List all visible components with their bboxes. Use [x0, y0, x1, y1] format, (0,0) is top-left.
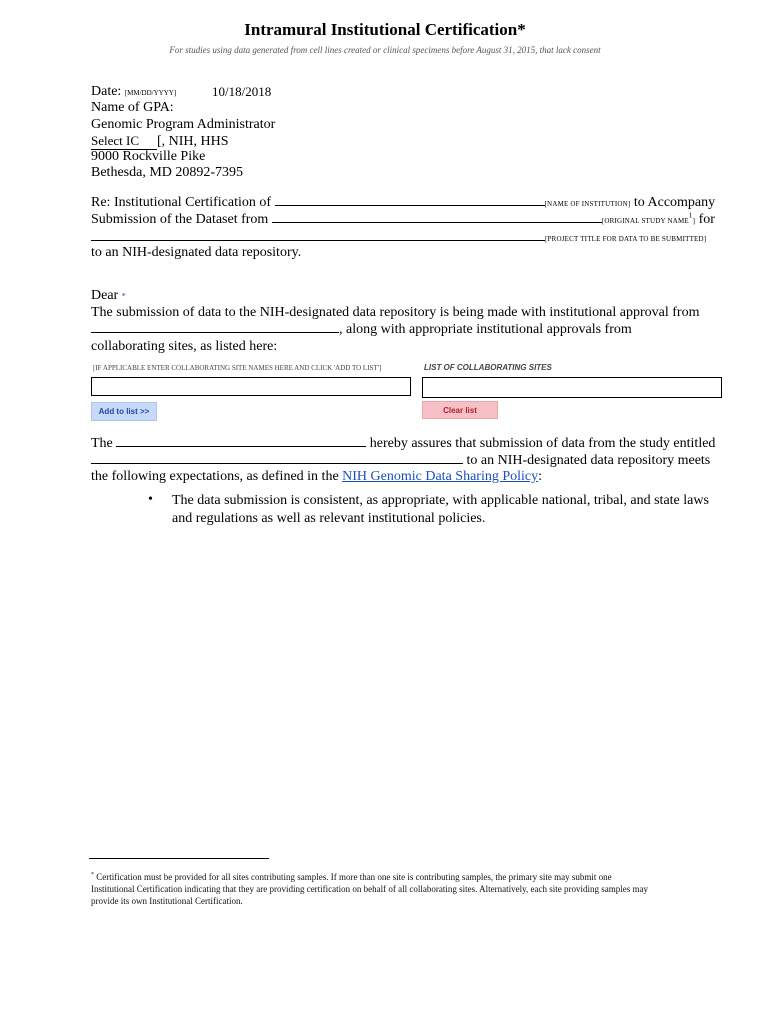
date-label: Date:	[91, 84, 122, 99]
re-line-2	[91, 211, 715, 228]
dear-text: Dear	[91, 288, 119, 303]
footnote	[91, 869, 731, 907]
approving-institution-field[interactable]	[91, 321, 339, 333]
para2-line3	[91, 469, 542, 485]
para2-line1	[91, 435, 715, 452]
site-input-hint: [IF APPLICABLE ENTER COLLABORATING SITE NAMES HERE AND CLICK 'ADD TO LIST']	[93, 364, 382, 372]
bullet1-line2: and regulations as well as relevant institutional policies.	[172, 511, 486, 526]
bullet-icon: •	[148, 492, 153, 507]
re-line-1-suffix: to Accompany	[633, 195, 716, 210]
salutation	[91, 288, 126, 304]
ic-select[interactable]: Select IC	[91, 133, 157, 150]
page-title: Intramural Institutional Certification*	[244, 20, 526, 39]
para1-line3: collaborating sites, as listed here:	[91, 339, 278, 354]
date-field[interactable]: 10/18/2018	[212, 84, 272, 99]
study-name-sup: 1	[688, 211, 693, 220]
re-line-2-suffix: for	[698, 212, 715, 227]
add-to-list-button[interactable]: Add to list >>	[91, 402, 157, 421]
re-line-1	[91, 194, 715, 211]
institution-name-hint: [NAME OF INSTITUTION]	[544, 200, 631, 208]
footnote-line1: Certification must be provided for all sites contributing samples. If more than one site is contributing samples, the primary site may submit one	[96, 872, 612, 882]
re-line-2-prefix: Submission of the Dataset from	[91, 212, 269, 227]
site-list-header: LIST OF COLLABORATING SITES	[424, 363, 552, 372]
study-name-hint: [ORIGINAL STUDY NAME	[601, 217, 689, 225]
footnote-line3: provide its own Institutional Certification.	[91, 896, 243, 906]
study-name-hint-end: ]	[692, 217, 696, 225]
footnote-marker: *	[91, 872, 94, 878]
page-subtitle: For studies using data generated from cell lines created or clinical specimens before August 31, 2015, that lack consent	[169, 45, 601, 55]
ic-row	[91, 133, 229, 150]
para2-line3-prefix: the following expectations, as defined in the	[91, 469, 339, 484]
date-row	[91, 84, 176, 100]
site-name-input[interactable]	[91, 377, 411, 396]
para1-line1: The submission of data to the NIH-designated data repository is being made with institutional approval from	[91, 305, 700, 320]
para2-line2-suffix: to an NIH-designated data repository meets	[466, 453, 711, 468]
para2-line1-suffix: hereby assures that submission of data from the study entitled	[369, 436, 716, 451]
institution-name-field[interactable]	[275, 194, 545, 206]
address-street: 9000 Rockville Pike	[91, 149, 206, 164]
study-title-field[interactable]	[91, 452, 463, 464]
para1-line2	[91, 321, 632, 338]
clear-list-button[interactable]: Clear list	[422, 401, 498, 419]
date-format-hint: [MM/DD/YYYY]	[124, 89, 177, 97]
para2-line3-suffix: :	[538, 469, 543, 484]
dear-marker[interactable]: *	[121, 291, 126, 301]
re-line-1-prefix: Re: Institutional Certification of	[91, 195, 272, 210]
re-line-3	[91, 229, 706, 246]
project-title-field[interactable]	[91, 229, 545, 241]
re-line-4: to an NIH-designated data repository.	[91, 245, 302, 260]
project-title-hint: [PROJECT TITLE FOR DATA TO BE SUBMITTED]	[545, 235, 707, 243]
footnote-line2: Institutional Certification indicating that they are providing certification on behalf of all collaborating sites. Alternatively, each site providing samples may	[91, 884, 649, 894]
ic-suffix: [, NIH, HHS	[157, 134, 229, 149]
para2-prefix: The	[91, 436, 113, 451]
bullet1-line1: The data submission is consistent, as appropriate, with applicable national, tribal, and state laws	[172, 493, 709, 508]
para1-line2-suffix: , along with appropriate institutional approvals from	[339, 322, 632, 337]
para2-line2	[91, 452, 710, 469]
gds-policy-link[interactable]: NIH Genomic Data Sharing Policy	[342, 469, 539, 484]
gpa-label: Name of GPA:	[91, 100, 174, 115]
study-name-field[interactable]	[272, 211, 602, 223]
address-city: Bethesda, MD 20892-7395	[91, 165, 244, 180]
gpa-title: Genomic Program Administrator	[91, 117, 276, 132]
footnote-divider	[89, 858, 269, 859]
site-list-box[interactable]	[422, 377, 722, 398]
assuring-institution-field[interactable]	[116, 435, 366, 447]
